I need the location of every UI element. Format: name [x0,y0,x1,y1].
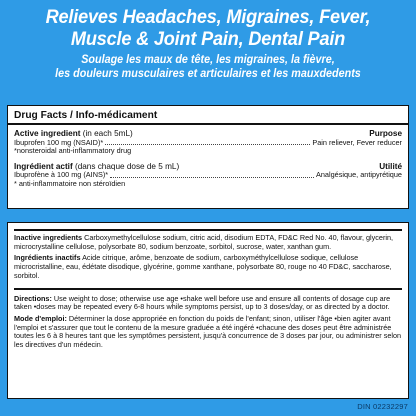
active-ingredient-purpose: Pain reliever, Fever reducer [312,137,402,147]
fr-active-ingredient-note: * anti-inflammatoire non stéroïdien [14,178,126,188]
headline-fr-line-1: Soulage les maux de tête, les migraines, la fièvre, [81,53,335,66]
fr-inactive-ingredients-text: Acide citrique, arôme, benzoate de sodium, carboxyméthylcellulose sodique, cellulose microcristalline, eau, édétate disodique, glycérine, gomme xanthane, polysorbate 80, rouge no 40 FD&C, saccharose, sorbitol. [14,253,392,280]
drug-facts-panel [7,105,409,209]
active-ingredient-qualifier: (in each 5mL) [80,129,133,138]
section-rule [14,229,402,231]
fr-inactive-ingredients-label: Ingrédients inactifs [14,253,81,263]
fr-active-ingredient-label: Ingrédient actif [14,161,73,171]
fr-purpose-label: Utilité [379,161,402,171]
active-ingredient-note: *nonsteroidal anti-inflammatory drug [14,146,132,156]
din-number: DIN 02232297 [357,402,408,411]
leader-dots [110,177,314,178]
inactive-ingredients-label: Inactive ingredients [14,233,83,242]
fr-directions-text: Déterminer la dose appropriée en fonction du poids de l'enfant; sinon, utiliser l'âge •bien agiter avant l'emploi et s'assurer que tout le contenu de la mesure graduée a été ingéré •chacune des doses peut être administrée toutes les 6 à 8 heures tant que les symptômes persistent, jusqu'à concurrence de 3 doses par jour, ou administrer selon les directives d'un médecin. [14,313,402,350]
fr-directions-label: Mode d'emploi: [14,313,67,323]
headline [15,6,402,81]
directions-text: Use weight to dose; otherwise use age •shake well before use and ensure all contents of dosage cup are taken •doses may be repeated every 6-8 hours while symptoms persist, up to 3 doses/day, or as directed by a doctor. [14,293,391,312]
inactive-ingredients-text: Carboxymethylcellulose sodium, citric acid, disodium EDTA, FD&C Red No. 40, flavour, glycerin, microcrystalline cellulose, polysorbate 80, sodium benzoate, sorbitol, sucrose, water, xanthan gum. [14,233,394,251]
fr-active-ingredient-qualifier: (dans chaque dose de 5 mL) [72,161,180,171]
section-rule [14,288,402,290]
drug-facts-title: Drug Facts / Info-médicament [8,106,408,125]
ingredients-directions-panel [7,222,409,399]
purpose-label: Purpose [369,129,402,138]
directions [8,295,408,312]
active-ingredient-label: Active ingredient [14,129,81,138]
leader-dots [105,144,310,145]
fr-inactive-ingredients [8,254,408,280]
headline-fr-line-2: les douleurs musculaires et articulaires et les mauxdedents [55,67,361,80]
fr-directions [8,315,408,350]
fr-active-ingredient-purpose: Analgésique, antipyrétique [315,170,402,180]
headline-line-2: Muscle & Joint Pain, Dental Pain [70,28,346,50]
active-ingredient-item: Ibuprofen 100 mg (NSAID)* [14,137,104,147]
inactive-ingredients [8,234,408,251]
directions-label: Directions: [14,293,52,303]
headline-line-1: Relieves Headaches, Migraines, Fever, [45,6,371,28]
fr-active-ingredient-item: Ibuprofène à 100 mg (AINS)* [14,170,109,180]
